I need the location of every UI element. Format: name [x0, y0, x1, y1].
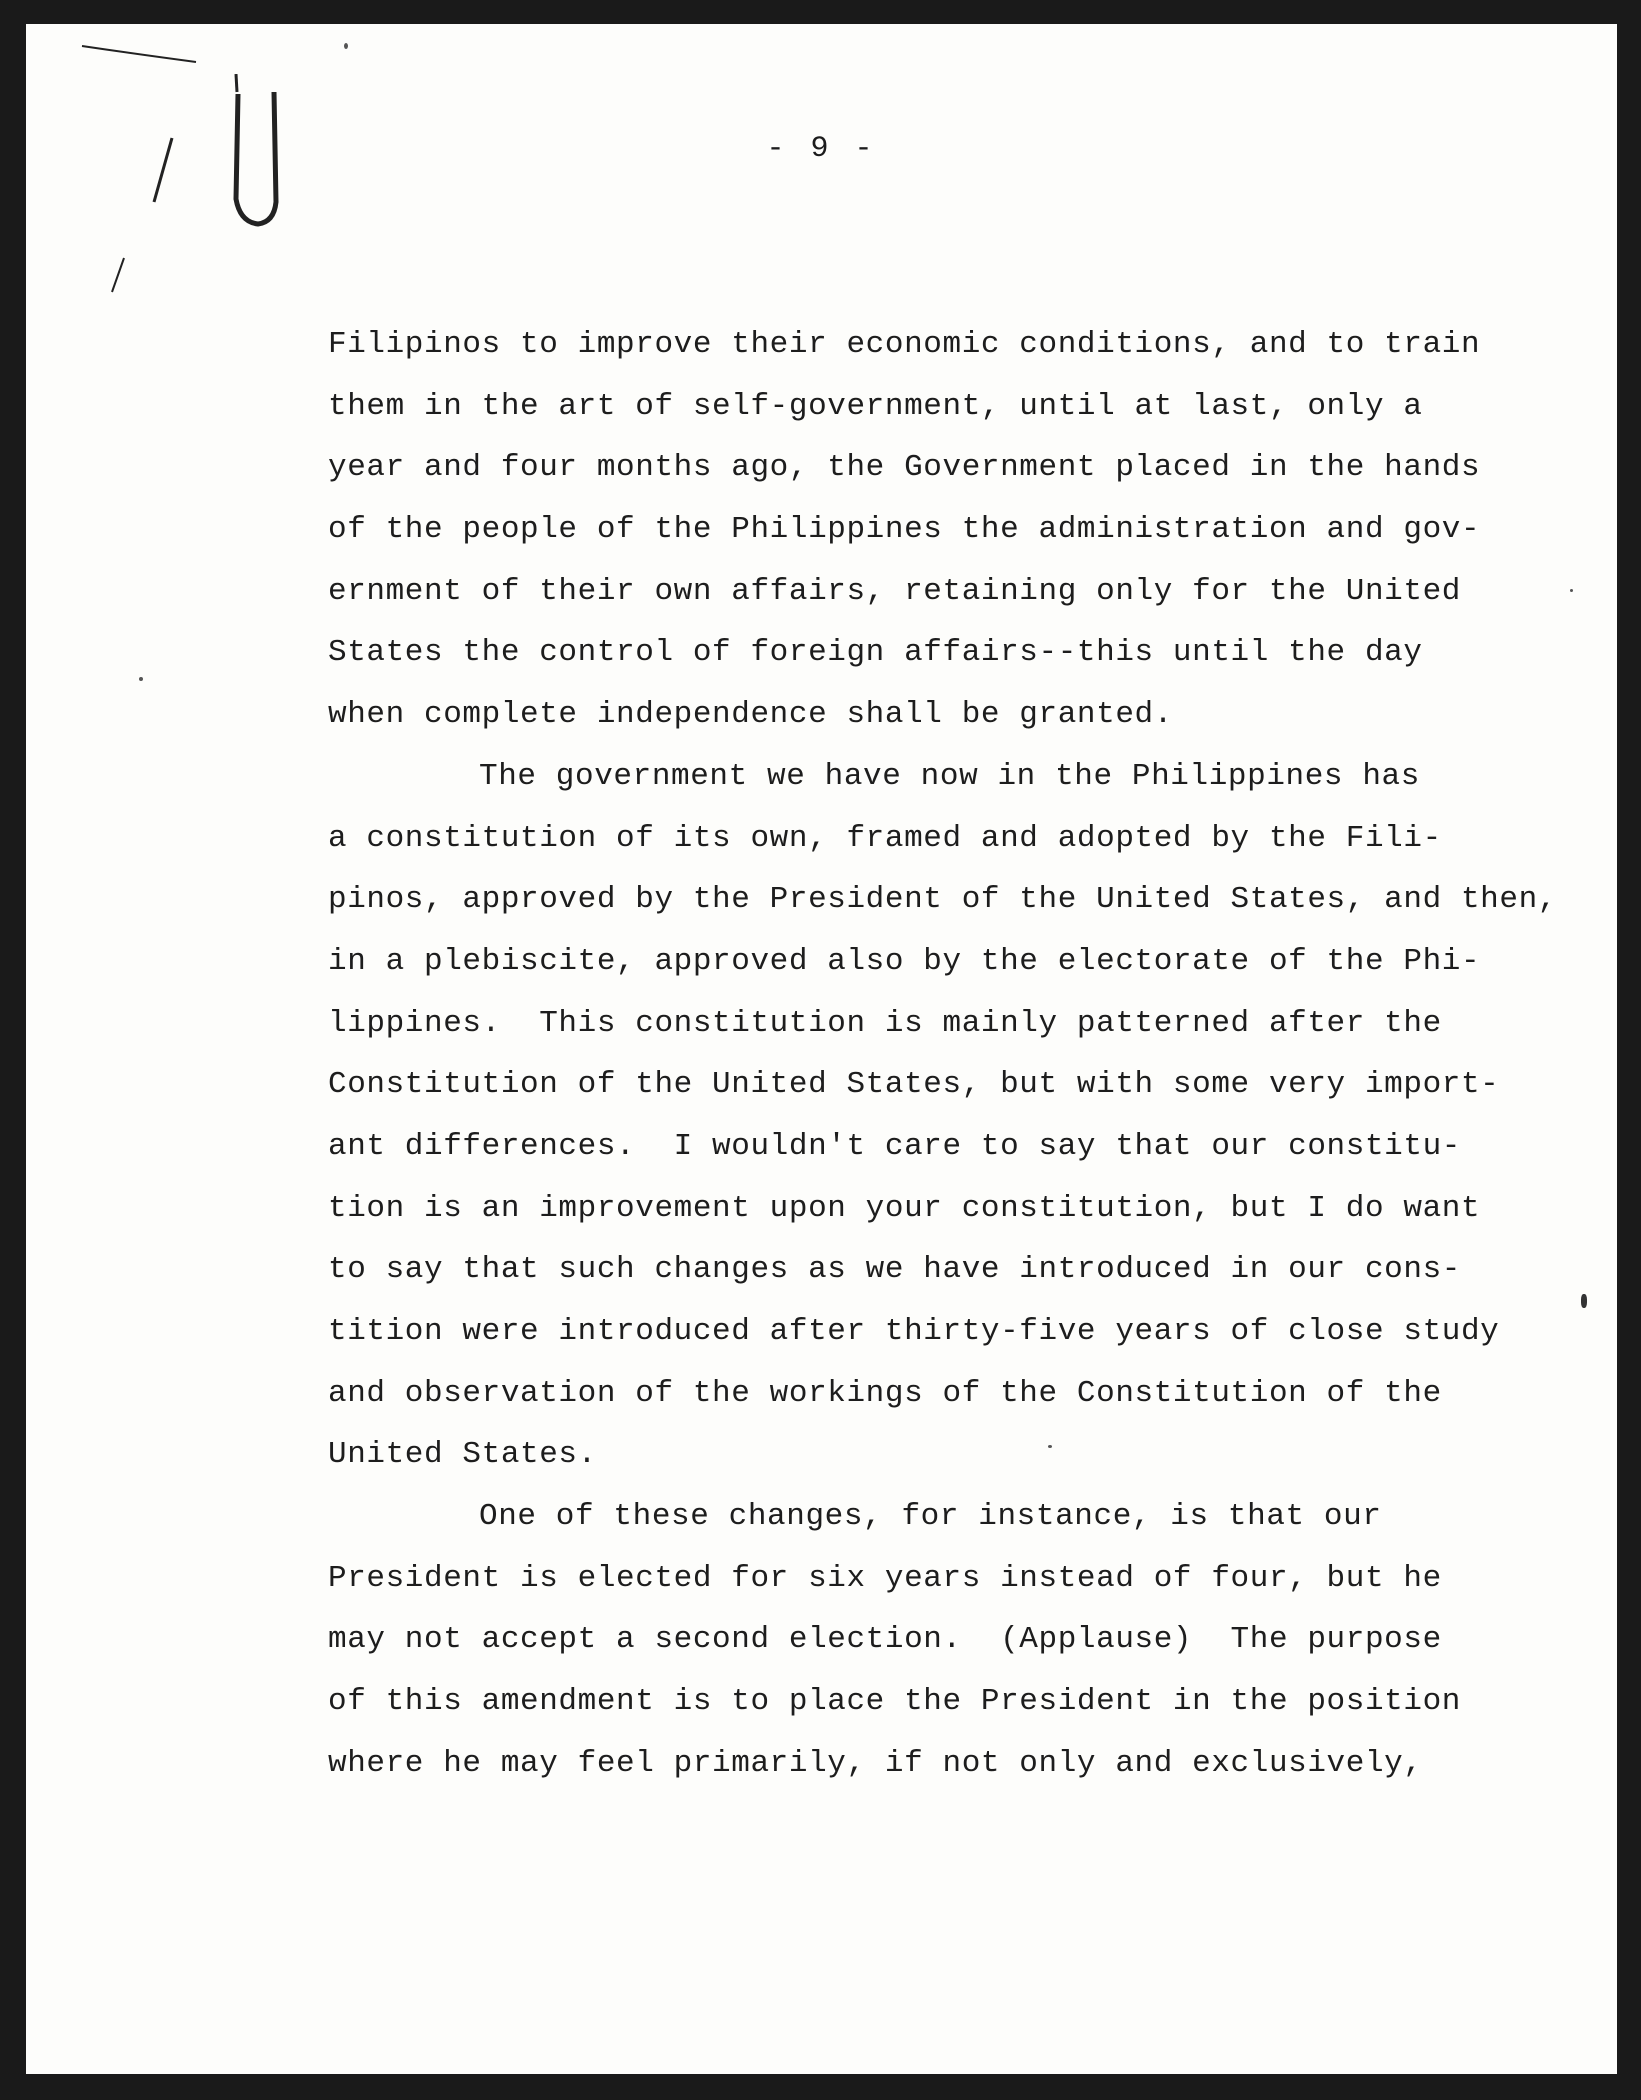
- pencil-stroke-mark-small: [96, 254, 136, 304]
- text-line: Filipinos to improve their economic conditions, and to train: [328, 327, 1481, 362]
- text-line: year and four months ago, the Government placed in the hands: [328, 450, 1481, 486]
- text-line: President is elected for six years instead of four, but he: [328, 1560, 1442, 1596]
- paper-speck: [139, 677, 143, 681]
- text-line: of this amendment is to place the President in the position: [328, 1684, 1461, 1720]
- text-line: lippines. This constitution is mainly patterned after the: [328, 1005, 1442, 1041]
- text-line: States the control of foreign affairs--this until the day: [328, 635, 1423, 671]
- top-edge-scuff: [76, 32, 276, 72]
- text-line: and observation of the workings of the Constitution of the: [328, 1375, 1442, 1411]
- paper-speck: [1570, 589, 1573, 592]
- text-line: where he may feel primarily, if not only and exclusively,: [328, 1745, 1423, 1781]
- text-line: of the people of the Philippines the administration and gov-: [328, 512, 1481, 548]
- paragraph-start-line: The government we have now in the Philippines has: [479, 758, 1420, 794]
- text-line: tion is an improvement upon your constitution, but I do want: [328, 1190, 1481, 1226]
- page-number: - 9 -: [766, 132, 877, 166]
- text-line: them in the art of self-government, until at last, only a: [328, 388, 1423, 424]
- text-line: when complete independence shall be granted.: [328, 697, 1173, 733]
- document-page: [26, 24, 1617, 2074]
- text-line: ernment of their own affairs, retaining only for the United: [328, 573, 1461, 609]
- text-line: to say that such changes as we have introduced in our cons-: [328, 1252, 1461, 1288]
- text-line: may not accept a second election. (Applause) The purpose: [328, 1622, 1442, 1658]
- text-line: Constitution of the United States, but with some very import-: [328, 1067, 1500, 1103]
- body-text: [328, 314, 1568, 1795]
- paragraph-start-line: One of these changes, for instance, is that our: [479, 1499, 1382, 1535]
- text-line: a constitution of its own, framed and adopted by the Fili-: [328, 820, 1442, 856]
- text-line: pinos, approved by the President of the United States, and then,: [328, 882, 1557, 918]
- text-line: ant differences. I wouldn't care to say that our constitu-: [328, 1128, 1461, 1164]
- paper-speck: [1048, 1445, 1052, 1448]
- text-line: tition were introduced after thirty-five years of close study: [328, 1314, 1500, 1349]
- text-line: in a plebiscite, approved also by the electorate of the Phi-: [328, 943, 1481, 979]
- paper-speck: [344, 43, 348, 49]
- text-line: United States.: [328, 1437, 597, 1473]
- paper-speck: [1581, 1294, 1587, 1308]
